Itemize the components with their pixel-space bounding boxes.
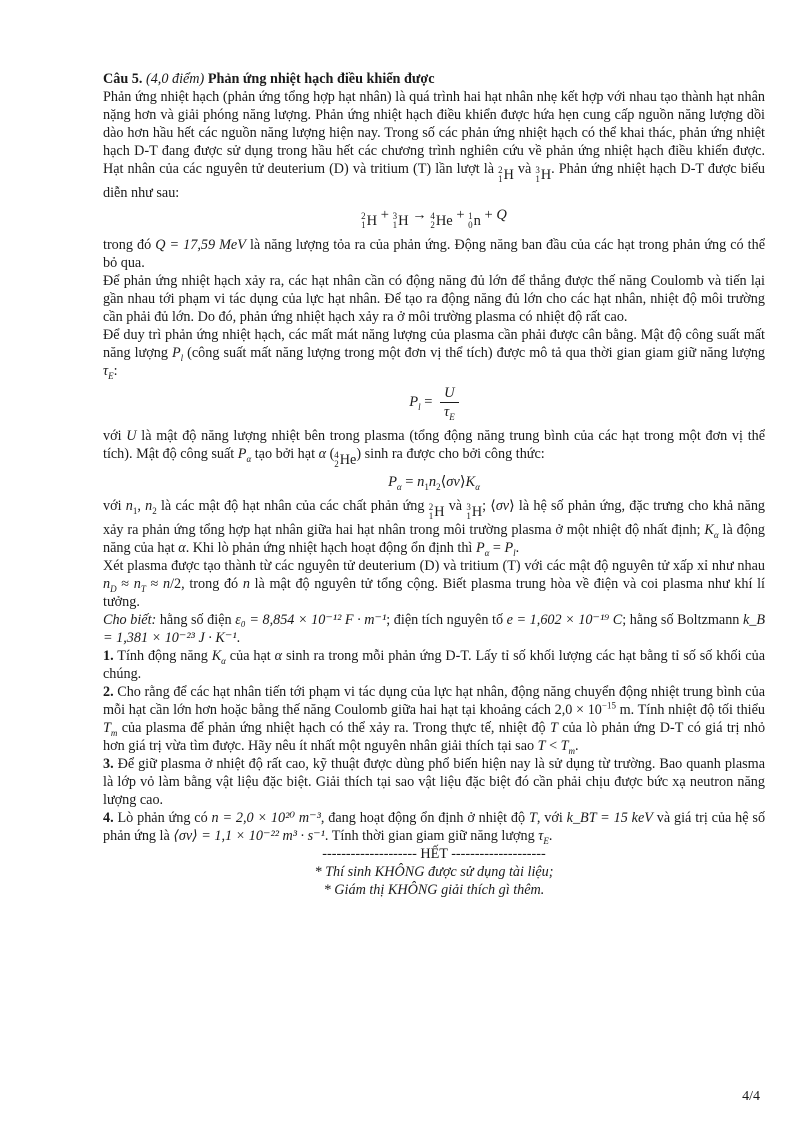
plasma-paragraph: Xét plasma được tạo thành từ các nguyên tử deuterium (D) và tritium (T) với các mật độ nguyên tử xấp xỉ như nhau $n_D \approx n_T \approx n/2$, trong đó n là mật độ nguyên tử tổng cộng. Biết plasma trung hòa về điện và coi plasma như khí lí tưởng. [103,558,766,610]
density-value: n = 2,0 × 10²⁰ m⁻³ [211,810,321,826]
temperature-value: k_BT = 15 keV [566,810,653,826]
given-constants: Cho biết: hằng số điện ε₀ = 8,854 × 10⁻¹² F · m⁻¹; điện tích nguyên tố e = 1,602 × 10⁻¹⁹ C; hằng số Boltzmann k_B = 1,381 × 10⁻²³ J · K⁻¹. [103,612,766,646]
end-marker: -------------------- HẾT -------------------- [322,846,546,862]
task-3: 3. Để giữ plasma ở nhiệt độ rất cao, kỹ thuật được dùng phổ biến hiện nay là sử dụng từ trường. Bao quanh plasma là lớp vỏ làm bằng vật liệu đặc biệt. Giải thích tại sao vật liệu đặc biệt đó cần phải chịu được bức xạ neutron năng lượng cao. [103,756,765,808]
permittivity-value: ε₀ = 8,854 × 10⁻¹² F · m⁻¹ [235,612,387,628]
question-points: (4,0 điểm) [145,71,205,87]
energy-density-paragraph: với U là mật độ năng lượng nhiệt bên trong plasma (tổng động năng trung bình của các hạt trong một đơn vị thể tích). Mật độ công suất $P_\alpha$ tạo bởi hạt α ( 4 2 He) sinh ra được cho bởi công thức: [103,428,766,469]
task-4: 4. Lò phản ứng có n = 2,0 × 10²⁰ m⁻³, đang hoạt động ổn định ở nhiệt độ T, với k_BT = 15 keV và giá trị của hệ số phản ứng là ⟨σv⟩ = 1,1 × 10⁻²² m³ · s⁻¹. Tính thời gian giam giữ năng lượng $\tau_E$. [103,810,766,846]
loss-power-equation: $P_l$ = $\frac{U}{\tau_E}$ [103,384,765,421]
dt-reaction-equation: 2 1 H + 3 1 H → 4 2 He + 1 0 n + Q [361,207,507,230]
q-value: Q = 17,59 MeV [155,237,246,253]
tritium-symbol: 3 1 H [535,165,552,184]
exam-page [103,70,765,899]
question-number: Câu 5. [103,71,143,87]
coulomb-paragraph: Để phản ứng nhiệt hạch xảy ra, các hạt nhân cần có động năng đủ lớn để thắng được thế năng Coulomb và tiến lại gần nhau tới phạm vi tác dụng của lực hạt nhân. Để tạo ra động năng đủ lớn cho các hạt nhân, nhiệt độ môi trường cần phải đủ lớn. Do đó, phản ứng nhiệt hạch xảy ra ở môi trường plasma có nhiệt độ rất cao. [103,273,765,325]
reaction-rate-value: ⟨σv⟩ = 1,1 × 10⁻²² m³ · s⁻¹ [173,828,325,844]
loss-paragraph: Để duy trì phản ứng nhiệt hạch, các mất mát năng lượng của plasma cần phải được cân bằng. Mật độ công suất mất năng lượng $P_l$ (công suất mất năng lượng trong một đơn vị thể tích) được mô tả qua thời gian giam giữ năng lượng $\tau_E$: [103,327,766,381]
task-1: 1. Tính động năng $K_\alpha$ của hạt α sinh ra trong mỗi phản ứng D-T. Lấy tỉ số khối lượng các hạt bằng tỉ số số khối của chúng. [103,648,766,682]
charge-value: e = 1,602 × 10⁻¹⁹ C [506,612,623,628]
alpha-power-equation: $P_\alpha$ = $n_1n_2⟨\sigma v⟩K_\alpha$ [388,474,480,492]
energy-paragraph: trong đó Q = 17,59 MeV là năng lượng tỏa ra của phản ứng. Động năng ban đầu của các hạt trong phản ứng có thể bỏ qua. [103,237,766,271]
page-number: 4/4 [742,1089,760,1104]
density-paragraph: với $n_1$, $n_2$ là các mật độ hạt nhân của các chất phản ứng 2 1 H và 3 1 H; ⟨σv⟩ là hệ số phản ứng, đặc trưng cho khả năng xảy ra phản ứng tổng hợp hạt nhân giữa hai hạt nhân trong môi trường plasma ở một nhiệt độ nhất định; $K_\alpha$ là động năng của hạt α. Khi lò phản ứng nhiệt hạch hoạt động ổn định thì $P_\alpha = P_l$. [103,498,766,558]
intro-paragraph: Phản ứng nhiệt hạch (phản ứng tổng hợp hạt nhân) là quá trình hai hạt nhân nhẹ kết hợp với nhau tạo thành hạt nhân nặng hơn và giải phóng năng lượng. Phản ứng nhiệt hạch điều khiển được hứa hẹn cung cấp nguồn năng lượng dồi dào hơn hầu hết các nguồn năng lượng hiện nay. Trong số các phản ứng nhiệt hạch có thể khai thác, phản ứng nhiệt hạch D-T đang được sử dụng trong hầu hết các chương trình nghiên cứu về phản ứng nhiệt hạch điều khiển được. Hạt nhân của các nguyên tử deuterium (D) và tritium (T) lần lượt là 2 1 H và 3 1 H. Phản ứng nhiệt hạch D-T được biểu diễn như sau: [103,89,766,201]
note-no-materials: * Thí sinh KHÔNG được sử dụng tài liệu; [314,864,554,880]
boltzmann-value: k_B = 1,381 × 10⁻²³ J · K⁻¹ [103,612,766,646]
question-heading [103,70,765,88]
task-2: 2. Cho rằng để các hạt nhân tiến tới phạm vi tác dụng của lực hạt nhân, động năng chuyển động nhiệt trung bình của mỗi hạt cần lớn hơn hoặc bằng thế năng Coulomb giữa hai hạt tại khoảng cách $2,0 \times 10^{-15}$ m. Tính nhiệt độ tối thiểu $T_m$ của plasma để phản ứng nhiệt hạch có thể xảy ra. Trong thực tế, nhiệt độ T của lò phản ứng D-T có giá trị nhỏ hơn giá trị vừa tìm được. Hãy nêu ít nhất một nguyên nhân giải thích tại sao $T < T_m$. [103,684,766,756]
deuterium-symbol: 2 1 H [498,165,514,184]
note-no-explanation: * Giám thị KHÔNG giải thích gì thêm. [323,882,545,898]
question-title: Phản ứng nhiệt hạch điều khiển được [207,71,435,87]
